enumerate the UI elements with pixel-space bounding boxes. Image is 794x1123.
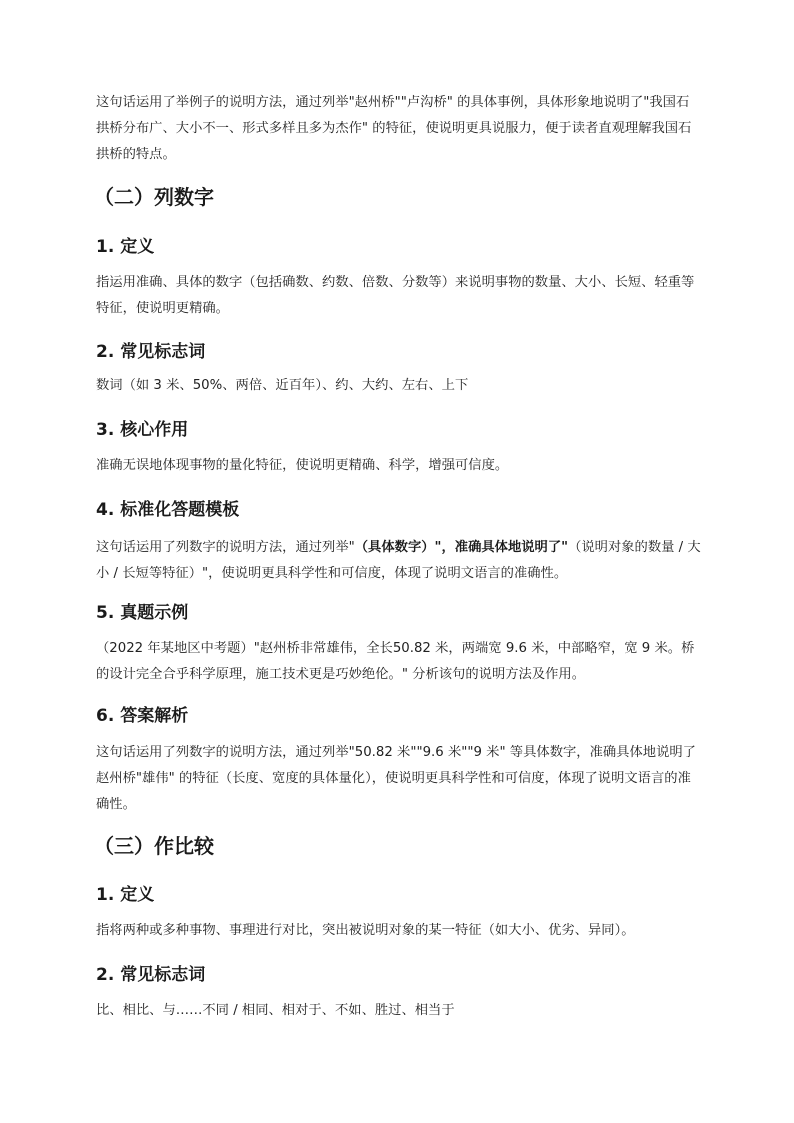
- section-title-numbers: （二）列数字: [94, 185, 214, 209]
- comparison-definition-text: 指将两种或多种事物、事理进行对比，突出被说明对象的某一特征（如大小、优劣、异同）。: [96, 923, 635, 938]
- numbers-example-text: （2022 年某地区中考题）"赵州桥非常雄伟，全长50.82 米，两端宽 9.6 米，中部略窄，宽 9 米。桥的设计完全合乎科学原理，施工技术更是巧妙绝伦。" 分析该句的说明方法及作用。: [96, 641, 695, 682]
- numbers-template-heading: 4. 标准化答题模板: [96, 500, 240, 520]
- template-part1: 这句话运用了列数字的说明方法，通过列举": [96, 540, 355, 555]
- numbers-function-text: 准确无误地体现事物的量化特征，使说明更精确、科学，增强可信度。: [96, 458, 509, 473]
- comparison-definition-heading: 1. 定义: [96, 885, 155, 905]
- comparison-markers-heading: 2. 常见标志词: [96, 965, 206, 985]
- intro-paragraph: 这句话运用了举例子的说明方法，通过列举"赵州桥""卢沟桥" 的具体事例，具体形象地说明了"我国石拱桥分布广、大小不一、形式多样且多为杰作" 的特征，使说明更具说服力，便于读者直观理解我国石拱桥的特点。: [96, 95, 692, 162]
- numbers-definition-heading: 1. 定义: [96, 237, 155, 257]
- numbers-function-heading: 3. 核心作用: [96, 420, 189, 440]
- numbers-template-text: [96, 535, 702, 587]
- numbers-analysis-text: 这句话运用了列数字的说明方法，通过列举"50.82 米""9.6 米""9 米" 等具体数字，准确具体地说明了赵州桥"雄伟" 的特征（长度、宽度的具体量化），使说明更具科学性和可信度，体现了说明文语言的准确性。: [96, 745, 696, 812]
- numbers-markers-text: 数词（如 3 米、50%、两倍、近百年）、约、大约、左右、上下: [96, 378, 469, 393]
- numbers-definition-text: 指运用准确、具体的数字（包括确数、约数、倍数、分数等）来说明事物的数量、大小、长短、轻重等特征，使说明更精确。: [96, 275, 695, 316]
- template-part2: （说明对象的数量 / 大小 / 长短等特征）"，使说明更具科学性和可信度，体现了说明文语言的准确性。: [96, 540, 701, 581]
- section-title-comparison: （三）作比较: [94, 834, 214, 858]
- template-bold1: （具体数字）"，准确具体地说明了": [354, 540, 569, 555]
- numbers-markers-heading: 2. 常见标志词: [96, 342, 206, 362]
- numbers-example-heading: 5. 真题示例: [96, 603, 189, 623]
- comparison-markers-text: 比、相比、与……不同 / 相同、相对于、不如、胜过、相当于: [96, 1003, 455, 1018]
- numbers-analysis-heading: 6. 答案解析: [96, 706, 189, 726]
